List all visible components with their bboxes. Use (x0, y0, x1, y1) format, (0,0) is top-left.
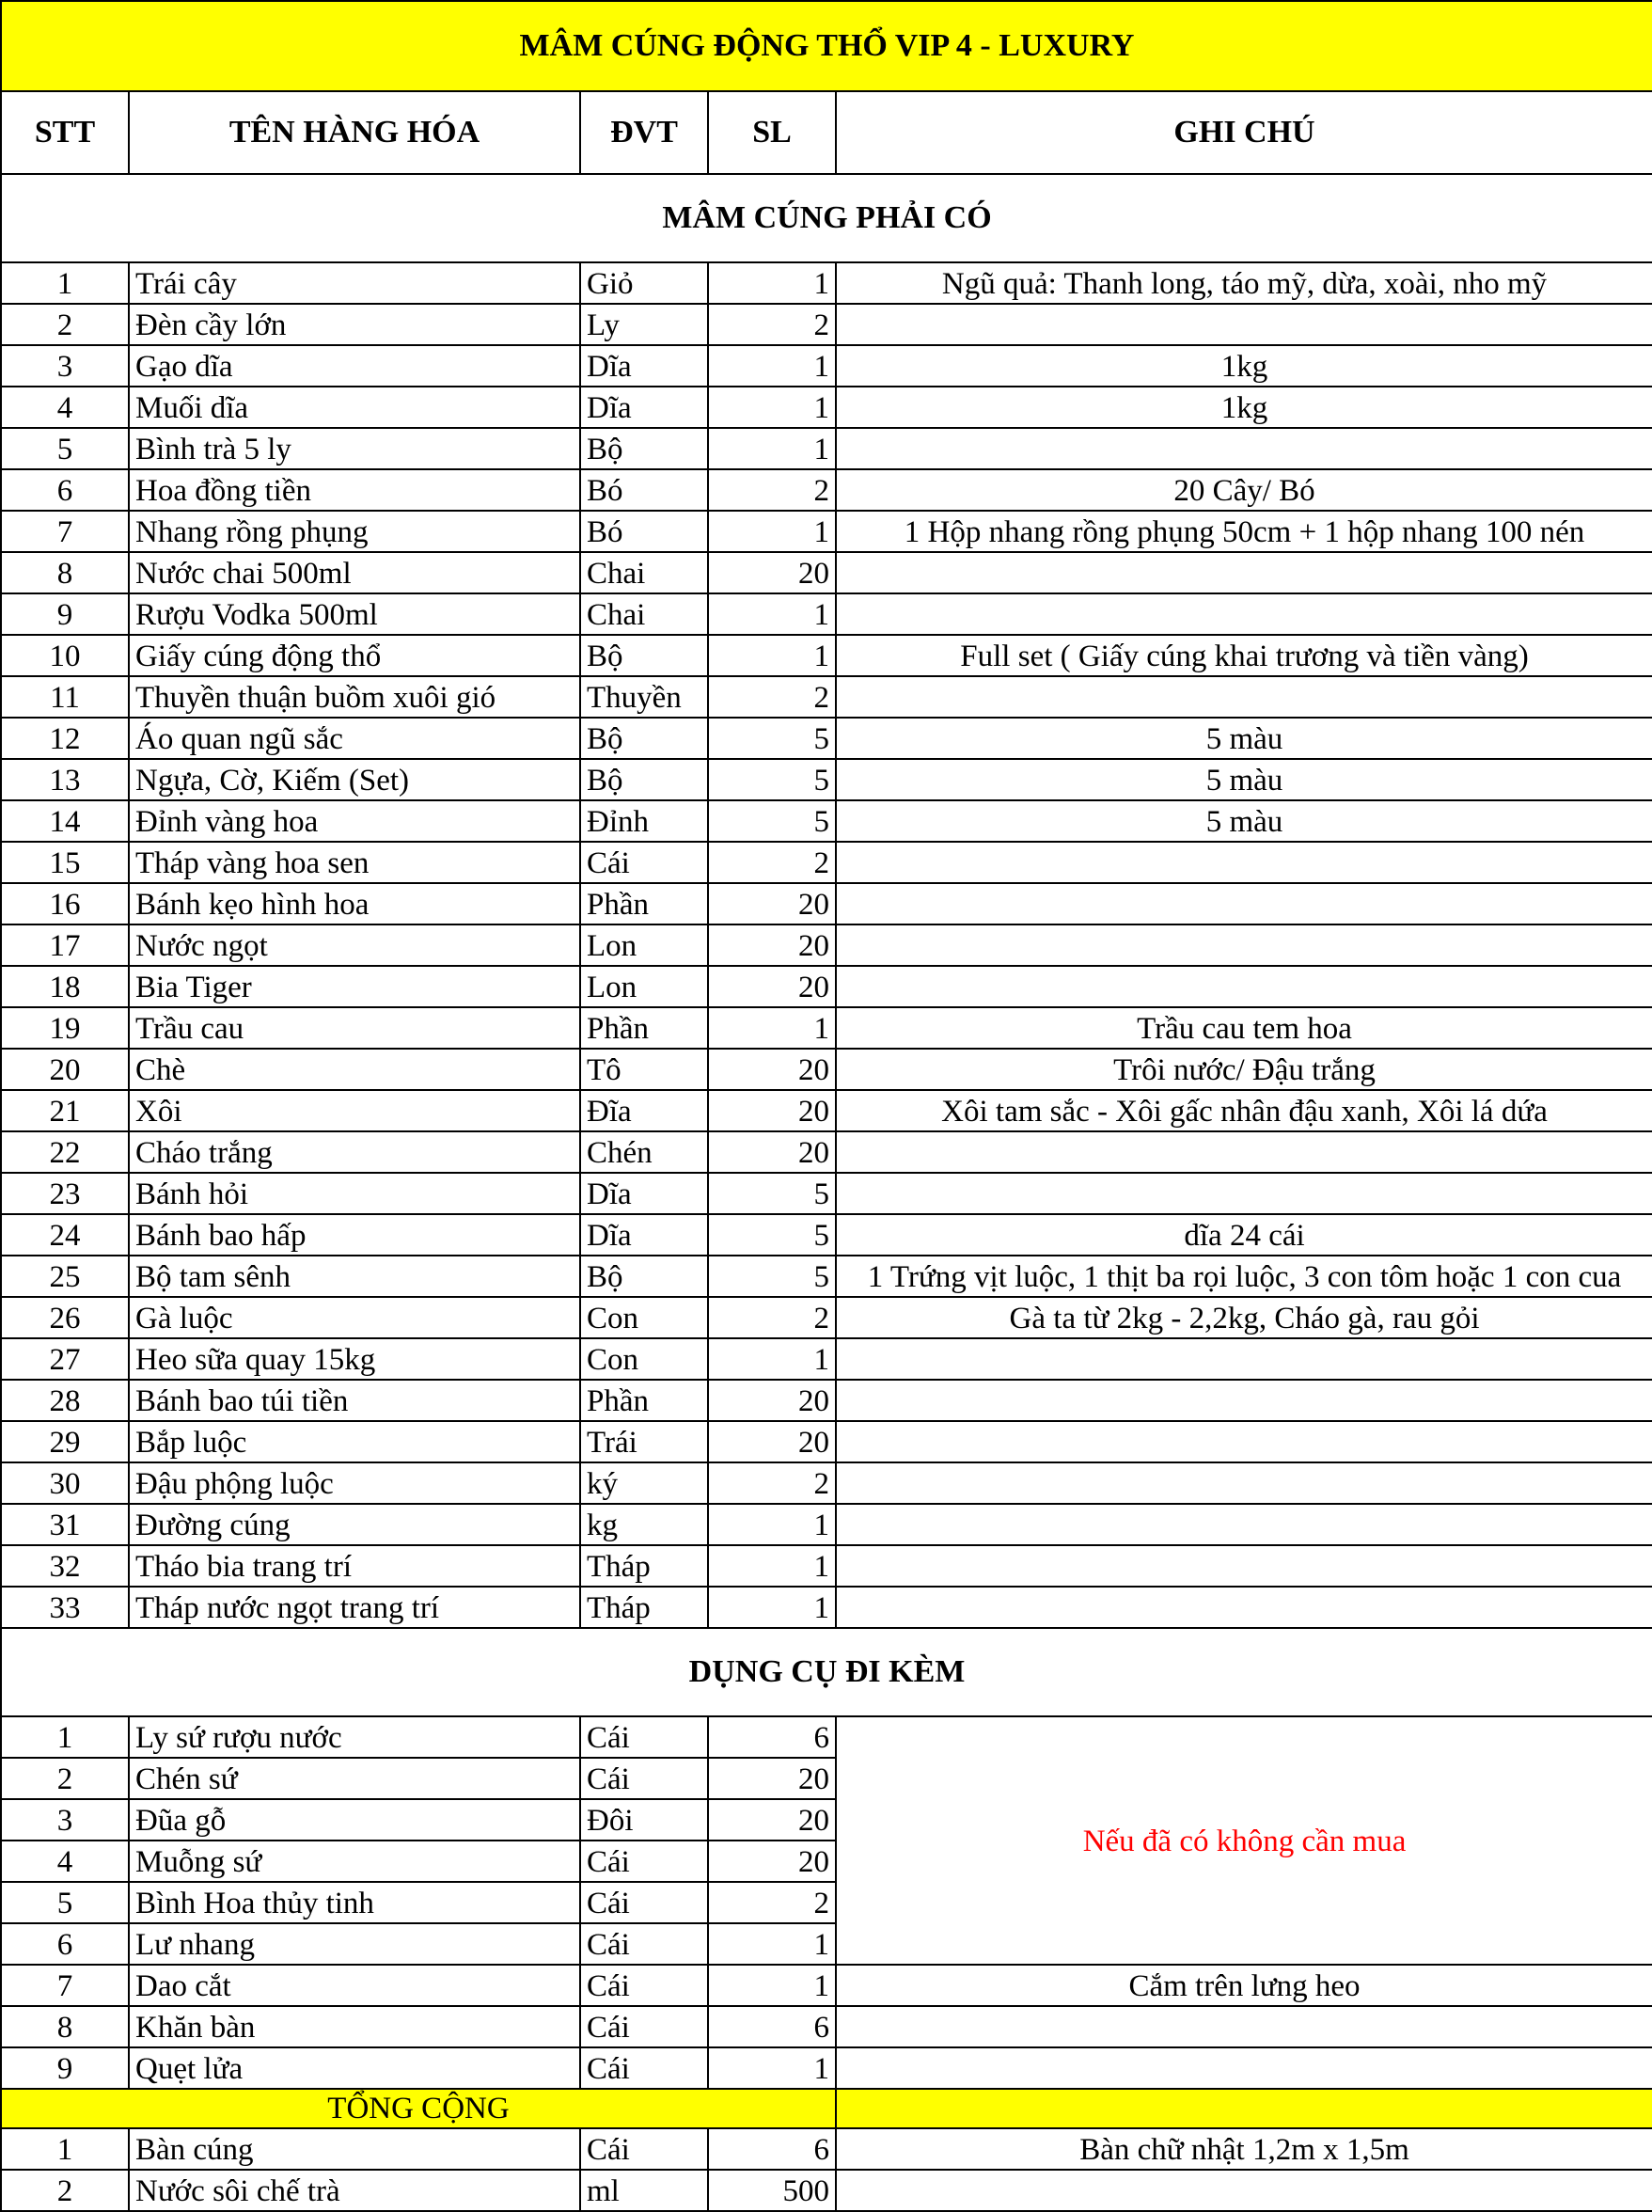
row-name: Áo quan ngũ sắc (129, 718, 580, 759)
table-row (1, 1716, 1652, 1758)
row-stt: 1 (1, 1716, 129, 1758)
row-unit: Thuyền (580, 676, 708, 718)
row-qty: 20 (708, 1799, 836, 1841)
row-stt: 9 (1, 593, 129, 635)
row-name: Trái cây (129, 262, 580, 304)
row-unit: Phần (580, 1380, 708, 1421)
row-unit: Dĩa (580, 1214, 708, 1256)
row-name: Nước ngọt (129, 924, 580, 966)
row-qty: 6 (708, 2128, 836, 2170)
row-stt: 4 (1, 1841, 129, 1882)
row-stt: 4 (1, 387, 129, 428)
row-note: 5 màu (836, 800, 1652, 842)
row-stt: 31 (1, 1504, 129, 1545)
row-name: Bình trà 5 ly (129, 428, 580, 469)
row-qty: 1 (708, 593, 836, 635)
row-stt: 7 (1, 511, 129, 552)
row-unit: Chén (580, 1131, 708, 1173)
row-note: 1 Hộp nhang rồng phụng 50cm + 1 hộp nhang 100 nén (836, 511, 1652, 552)
row-stt: 25 (1, 1256, 129, 1297)
row-stt: 3 (1, 1799, 129, 1841)
row-note (836, 1587, 1652, 1628)
table-row (1, 1462, 1652, 1504)
row-name: Đường cúng (129, 1504, 580, 1545)
row-qty: 2 (708, 1882, 836, 1923)
row-unit: Bộ (580, 759, 708, 800)
row-note: Trôi nước/ Đậu trắng (836, 1049, 1652, 1090)
table-row (1, 635, 1652, 676)
row-name: Tháo bia trang trí (129, 1545, 580, 1587)
row-name: Muỗng sứ (129, 1841, 580, 1882)
row-unit: Tháp (580, 1587, 708, 1628)
row-note (836, 1338, 1652, 1380)
row-stt: 10 (1, 635, 129, 676)
row-stt: 6 (1, 1923, 129, 1965)
table-row (1, 1965, 1652, 2006)
row-unit: Đôi (580, 1799, 708, 1841)
row-stt: 26 (1, 1297, 129, 1338)
row-qty: 1 (708, 1338, 836, 1380)
row-qty: 20 (708, 883, 836, 924)
row-qty: 20 (708, 924, 836, 966)
row-name: Bình Hoa thủy tinh (129, 1882, 580, 1923)
row-note (836, 1421, 1652, 1462)
row-note: Full set ( Giấy cúng khai trương và tiền vàng) (836, 635, 1652, 676)
row-unit: Phần (580, 1007, 708, 1049)
row-unit: Đĩa (580, 1090, 708, 1131)
row-note (836, 1462, 1652, 1504)
section-title-required: MÂM CÚNG PHẢI CÓ (1, 174, 1652, 262)
row-qty: 5 (708, 1173, 836, 1214)
row-name: Lư nhang (129, 1923, 580, 1965)
header-stt: STT (1, 91, 129, 174)
row-unit: Cái (580, 1841, 708, 1882)
row-stt: 27 (1, 1338, 129, 1380)
table-row (1, 759, 1652, 800)
row-name: Nước chai 500ml (129, 552, 580, 593)
row-unit: Bộ (580, 428, 708, 469)
row-stt: 1 (1, 262, 129, 304)
row-qty: 1 (708, 1923, 836, 1965)
row-note: Ngũ quả: Thanh long, táo mỹ, dừa, xoài, nho mỹ (836, 262, 1652, 304)
row-note (836, 552, 1652, 593)
header-unit: ĐVT (580, 91, 708, 174)
row-note: 20 Cây/ Bó (836, 469, 1652, 511)
table-row (1, 718, 1652, 759)
row-qty: 5 (708, 800, 836, 842)
row-qty: 20 (708, 1421, 836, 1462)
row-qty: 20 (708, 1049, 836, 1090)
row-stt: 5 (1, 1882, 129, 1923)
row-unit: Cái (580, 842, 708, 883)
row-stt: 23 (1, 1173, 129, 1214)
row-note (836, 593, 1652, 635)
row-unit: Tháp (580, 1545, 708, 1587)
row-unit: Bộ (580, 635, 708, 676)
row-stt: 18 (1, 966, 129, 1007)
table-row (1, 1380, 1652, 1421)
row-qty: 20 (708, 552, 836, 593)
row-name: Đũa gỗ (129, 1799, 580, 1841)
row-stt: 3 (1, 345, 129, 387)
row-qty: 1 (708, 1587, 836, 1628)
row-unit: Ly (580, 304, 708, 345)
row-unit: Lon (580, 966, 708, 1007)
table-row (1, 1049, 1652, 1090)
row-qty: 5 (708, 1256, 836, 1297)
table-row (1, 883, 1652, 924)
table-row (1, 1214, 1652, 1256)
row-note: Gà ta từ 2kg - 2,2kg, Cháo gà, rau gỏi (836, 1297, 1652, 1338)
table-row (1, 262, 1652, 304)
row-unit: Con (580, 1297, 708, 1338)
row-name: Rượu Vodka 500ml (129, 593, 580, 635)
row-unit: Đỉnh (580, 800, 708, 842)
table-row (1, 511, 1652, 552)
header-row (1, 91, 1652, 174)
row-note (836, 1131, 1652, 1173)
row-note: Xôi tam sắc - Xôi gấc nhân đậu xanh, Xôi lá dứa (836, 1090, 1652, 1131)
row-name: Muối dĩa (129, 387, 580, 428)
row-note (836, 842, 1652, 883)
row-name: Dao cắt (129, 1965, 580, 2006)
row-qty: 6 (708, 1716, 836, 1758)
row-qty: 2 (708, 676, 836, 718)
table-row (1, 924, 1652, 966)
table-row (1, 1297, 1652, 1338)
row-note (836, 2170, 1652, 2211)
row-unit: Bộ (580, 1256, 708, 1297)
table-row (1, 2170, 1652, 2211)
row-qty: 1 (708, 2047, 836, 2089)
row-stt: 17 (1, 924, 129, 966)
row-unit: Dĩa (580, 387, 708, 428)
row-qty: 2 (708, 304, 836, 345)
row-note: Trầu cau tem hoa (836, 1007, 1652, 1049)
row-unit: Chai (580, 593, 708, 635)
section-row-required (1, 174, 1652, 262)
row-stt: 33 (1, 1587, 129, 1628)
row-unit: Tô (580, 1049, 708, 1090)
row-qty: 20 (708, 1090, 836, 1131)
row-stt: 29 (1, 1421, 129, 1462)
row-name: Quẹt lửa (129, 2047, 580, 2089)
table-row (1, 1173, 1652, 1214)
row-qty: 1 (708, 428, 836, 469)
row-stt: 9 (1, 2047, 129, 2089)
row-note (836, 1504, 1652, 1545)
row-unit: Cái (580, 1882, 708, 1923)
row-note (836, 1545, 1652, 1587)
total-label: TỔNG CỘNG (1, 2089, 836, 2128)
row-stt: 13 (1, 759, 129, 800)
header-name: TÊN HÀNG HÓA (129, 91, 580, 174)
row-name: Ly sứ rượu nước (129, 1716, 580, 1758)
row-unit: Lon (580, 924, 708, 966)
row-stt: 20 (1, 1049, 129, 1090)
row-note: 1 Trứng vịt luộc, 1 thịt ba rọi luộc, 3 con tôm hoặc 1 con cua (836, 1256, 1652, 1297)
row-unit: Chai (580, 552, 708, 593)
row-unit: Cái (580, 1758, 708, 1799)
table-row (1, 1587, 1652, 1628)
table-row (1, 1090, 1652, 1131)
table-row (1, 428, 1652, 469)
table-row (1, 1256, 1652, 1297)
row-name: Chén sứ (129, 1758, 580, 1799)
table-row (1, 469, 1652, 511)
row-note (836, 1173, 1652, 1214)
row-stt: 2 (1, 1758, 129, 1799)
row-unit: ký (580, 1462, 708, 1504)
row-qty: 5 (708, 718, 836, 759)
merged-note: Nếu đã có không cần mua (836, 1716, 1652, 1965)
row-qty: 5 (708, 759, 836, 800)
total-note (836, 2089, 1652, 2128)
table-row (1, 2128, 1652, 2170)
row-note (836, 304, 1652, 345)
row-name: Bánh kẹo hình hoa (129, 883, 580, 924)
row-unit: kg (580, 1504, 708, 1545)
row-stt: 32 (1, 1545, 129, 1587)
row-name: Đèn cầy lớn (129, 304, 580, 345)
row-note: dĩa 24 cái (836, 1214, 1652, 1256)
row-stt: 12 (1, 718, 129, 759)
row-stt: 1 (1, 2128, 129, 2170)
row-note: 1kg (836, 387, 1652, 428)
row-note (836, 676, 1652, 718)
row-name: Hoa đồng tiền (129, 469, 580, 511)
row-name: Thuyền thuận buồm xuôi gió (129, 676, 580, 718)
table-row (1, 966, 1652, 1007)
row-stt: 7 (1, 1965, 129, 2006)
table-row (1, 676, 1652, 718)
row-unit: Bộ (580, 718, 708, 759)
row-qty: 20 (708, 1380, 836, 1421)
row-note (836, 1380, 1652, 1421)
title-row (1, 1, 1652, 91)
row-qty: 1 (708, 1965, 836, 2006)
row-note (836, 428, 1652, 469)
row-qty: 20 (708, 1841, 836, 1882)
row-qty: 1 (708, 387, 836, 428)
row-note: 5 màu (836, 718, 1652, 759)
row-qty: 500 (708, 2170, 836, 2211)
row-qty: 6 (708, 2006, 836, 2047)
table-row (1, 842, 1652, 883)
row-qty: 1 (708, 1545, 836, 1587)
row-name: Bia Tiger (129, 966, 580, 1007)
row-qty: 1 (708, 1504, 836, 1545)
row-qty: 1 (708, 345, 836, 387)
row-name: Xôi (129, 1090, 580, 1131)
row-unit: Cái (580, 2006, 708, 2047)
row-qty: 1 (708, 1007, 836, 1049)
row-unit: Cái (580, 2047, 708, 2089)
row-stt: 8 (1, 2006, 129, 2047)
row-name: Gà luộc (129, 1297, 580, 1338)
row-name: Bánh bao hấp (129, 1214, 580, 1256)
row-unit: Cái (580, 1716, 708, 1758)
row-name: Nước sôi chế trà (129, 2170, 580, 2211)
table-row (1, 345, 1652, 387)
row-unit: Bó (580, 511, 708, 552)
row-name: Nhang rồng phụng (129, 511, 580, 552)
row-qty: 20 (708, 966, 836, 1007)
header-qty: SL (708, 91, 836, 174)
row-name: Đỉnh vàng hoa (129, 800, 580, 842)
table-row (1, 552, 1652, 593)
row-stt: 24 (1, 1214, 129, 1256)
table-row (1, 593, 1652, 635)
row-note: 1kg (836, 345, 1652, 387)
row-qty: 1 (708, 511, 836, 552)
row-note (836, 2006, 1652, 2047)
row-qty: 2 (708, 1297, 836, 1338)
row-stt: 30 (1, 1462, 129, 1504)
row-unit: Phần (580, 883, 708, 924)
row-stt: 21 (1, 1090, 129, 1131)
row-name: Bánh hỏi (129, 1173, 580, 1214)
row-note (836, 924, 1652, 966)
row-name: Tháp vàng hoa sen (129, 842, 580, 883)
row-name: Bắp luộc (129, 1421, 580, 1462)
row-name: Heo sữa quay 15kg (129, 1338, 580, 1380)
row-note (836, 966, 1652, 1007)
row-name: Đậu phộng luộc (129, 1462, 580, 1504)
table-row (1, 387, 1652, 428)
row-name: Bộ tam sênh (129, 1256, 580, 1297)
table-row (1, 1545, 1652, 1587)
table-row (1, 1131, 1652, 1173)
row-unit: Giỏ (580, 262, 708, 304)
row-name: Trầu cau (129, 1007, 580, 1049)
row-unit: Cái (580, 2128, 708, 2170)
row-stt: 6 (1, 469, 129, 511)
row-unit: ml (580, 2170, 708, 2211)
table-row (1, 1504, 1652, 1545)
total-row (1, 2089, 1652, 2128)
row-unit: Bó (580, 469, 708, 511)
row-qty: 2 (708, 1462, 836, 1504)
row-note (836, 883, 1652, 924)
row-name: Cháo trắng (129, 1131, 580, 1173)
table-row (1, 800, 1652, 842)
row-unit: Dĩa (580, 345, 708, 387)
row-unit: Con (580, 1338, 708, 1380)
row-stt: 19 (1, 1007, 129, 1049)
row-qty: 2 (708, 842, 836, 883)
row-stt: 16 (1, 883, 129, 924)
row-name: Giấy cúng động thổ (129, 635, 580, 676)
row-name: Gạo dĩa (129, 345, 580, 387)
row-unit: Dĩa (580, 1173, 708, 1214)
row-qty: 20 (708, 1131, 836, 1173)
row-name: Khăn bàn (129, 2006, 580, 2047)
table-row (1, 1007, 1652, 1049)
table-row (1, 1338, 1652, 1380)
row-name: Ngựa, Cờ, Kiếm (Set) (129, 759, 580, 800)
row-unit: Trái (580, 1421, 708, 1462)
table-title: MÂM CÚNG ĐỘNG THỔ VIP 4 - LUXURY (1, 1, 1652, 91)
row-stt: 14 (1, 800, 129, 842)
row-stt: 28 (1, 1380, 129, 1421)
row-note: 5 màu (836, 759, 1652, 800)
row-unit: Cái (580, 1923, 708, 1965)
table-row (1, 1421, 1652, 1462)
table-row (1, 2047, 1652, 2089)
row-qty: 1 (708, 635, 836, 676)
row-note (836, 2047, 1652, 2089)
row-stt: 15 (1, 842, 129, 883)
section-title-tools: DỤNG CỤ ĐI KÈM (1, 1628, 1652, 1716)
row-stt: 2 (1, 304, 129, 345)
row-stt: 2 (1, 2170, 129, 2211)
row-note: Cắm trên lưng heo (836, 1965, 1652, 2006)
row-qty: 5 (708, 1214, 836, 1256)
row-qty: 20 (708, 1758, 836, 1799)
table-row (1, 2006, 1652, 2047)
row-stt: 22 (1, 1131, 129, 1173)
row-qty: 2 (708, 469, 836, 511)
row-stt: 5 (1, 428, 129, 469)
row-stt: 8 (1, 552, 129, 593)
row-unit: Cái (580, 1965, 708, 2006)
header-note: GHI CHÚ (836, 91, 1652, 174)
row-name: Bánh bao túi tiền (129, 1380, 580, 1421)
row-name: Tháp nước ngọt trang trí (129, 1587, 580, 1628)
table-row (1, 304, 1652, 345)
row-name: Bàn cúng (129, 2128, 580, 2170)
row-stt: 11 (1, 676, 129, 718)
row-name: Chè (129, 1049, 580, 1090)
section-row-tools (1, 1628, 1652, 1716)
row-qty: 1 (708, 262, 836, 304)
row-note: Bàn chữ nhật 1,2m x 1,5m (836, 2128, 1652, 2170)
